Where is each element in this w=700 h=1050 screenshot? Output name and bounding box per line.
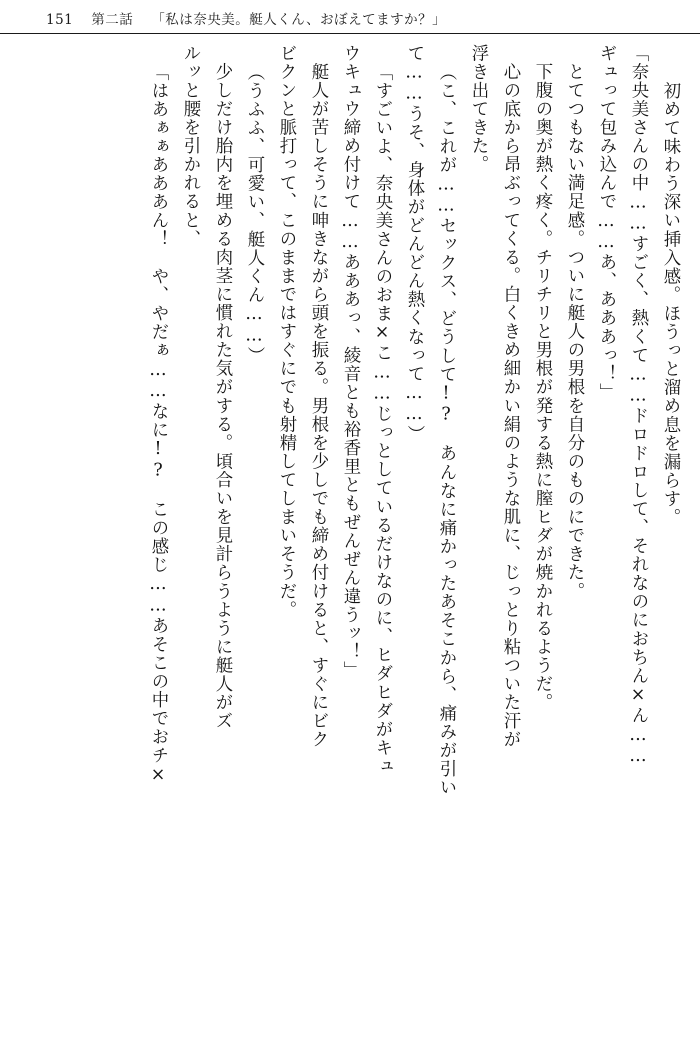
text-column: 「奈央美さんの中……すごく、熱くて……ドロドロして、それなのにおちん×ん…… (628, 44, 648, 768)
text-column: 「はあぁぁあああん！ や、やだぁ……なに!? この感じ……あそこの中でおチ× (148, 63, 168, 787)
text-column: ビクンと脈打って、このままではすぐにでも射精してしまいそうだ。 (276, 44, 296, 620)
text-column: て……うそ、身体がどんどん熱くなって……） (404, 44, 424, 444)
text-column: 心の底から昂ぶってくる。白くきめ細かい絹のような肌に、じっとり粘ついた汗が (500, 44, 520, 749)
text-column: 少しだけ胎内を埋める肉茎に慣れた気がする。頃合いを見計らうように艇人がズ (212, 44, 232, 731)
text-column: ルッと腰を引かれると、 (180, 44, 200, 249)
running-head (46, 8, 446, 33)
text-column: 艇人が苦しそうに呻きながら頭を振る。男根を少しでも締め付けると、すぐにビク (308, 44, 328, 749)
text-column: 初めて味わう深い挿入感。ほうっと溜め息を漏らす。 (660, 63, 680, 527)
text-column: ギュって包み込んで……あ、あああっ！」 (596, 44, 616, 402)
chapter-title: 「私は奈央美。艇人くん、おぼえてますか？」 (151, 12, 447, 28)
text-column: 下腹の奥が熱く疼く。チリチリと男根が発する熱に膣ヒダが焼かれるようだ。 (532, 44, 552, 712)
page-header (0, 0, 700, 34)
text-column: （うふふ、可愛い、艇人くん……） (244, 63, 264, 365)
text-column: とてつもない満足感。ついに艇人の男根を自分のものにできた。 (564, 44, 584, 601)
text-column: 「すごいよ、奈央美さんのおま×こ……じっとしているだけなのに、ヒダヒダがキュ (372, 63, 392, 776)
chapter-label: 第二話 (91, 12, 134, 28)
text-column: （こ、これが……セックス、どうして!? あんなに痛かったあそこから、痛みが引い (436, 63, 456, 797)
body-text-area (26, 44, 678, 1032)
text-column: ウキュウ締め付けて……あああっ、綾音とも裕香里ともぜんぜん違うッ！」 (340, 44, 360, 680)
page-number: 151 (46, 12, 74, 28)
text-column: 浮き出てきた。 (468, 44, 488, 174)
